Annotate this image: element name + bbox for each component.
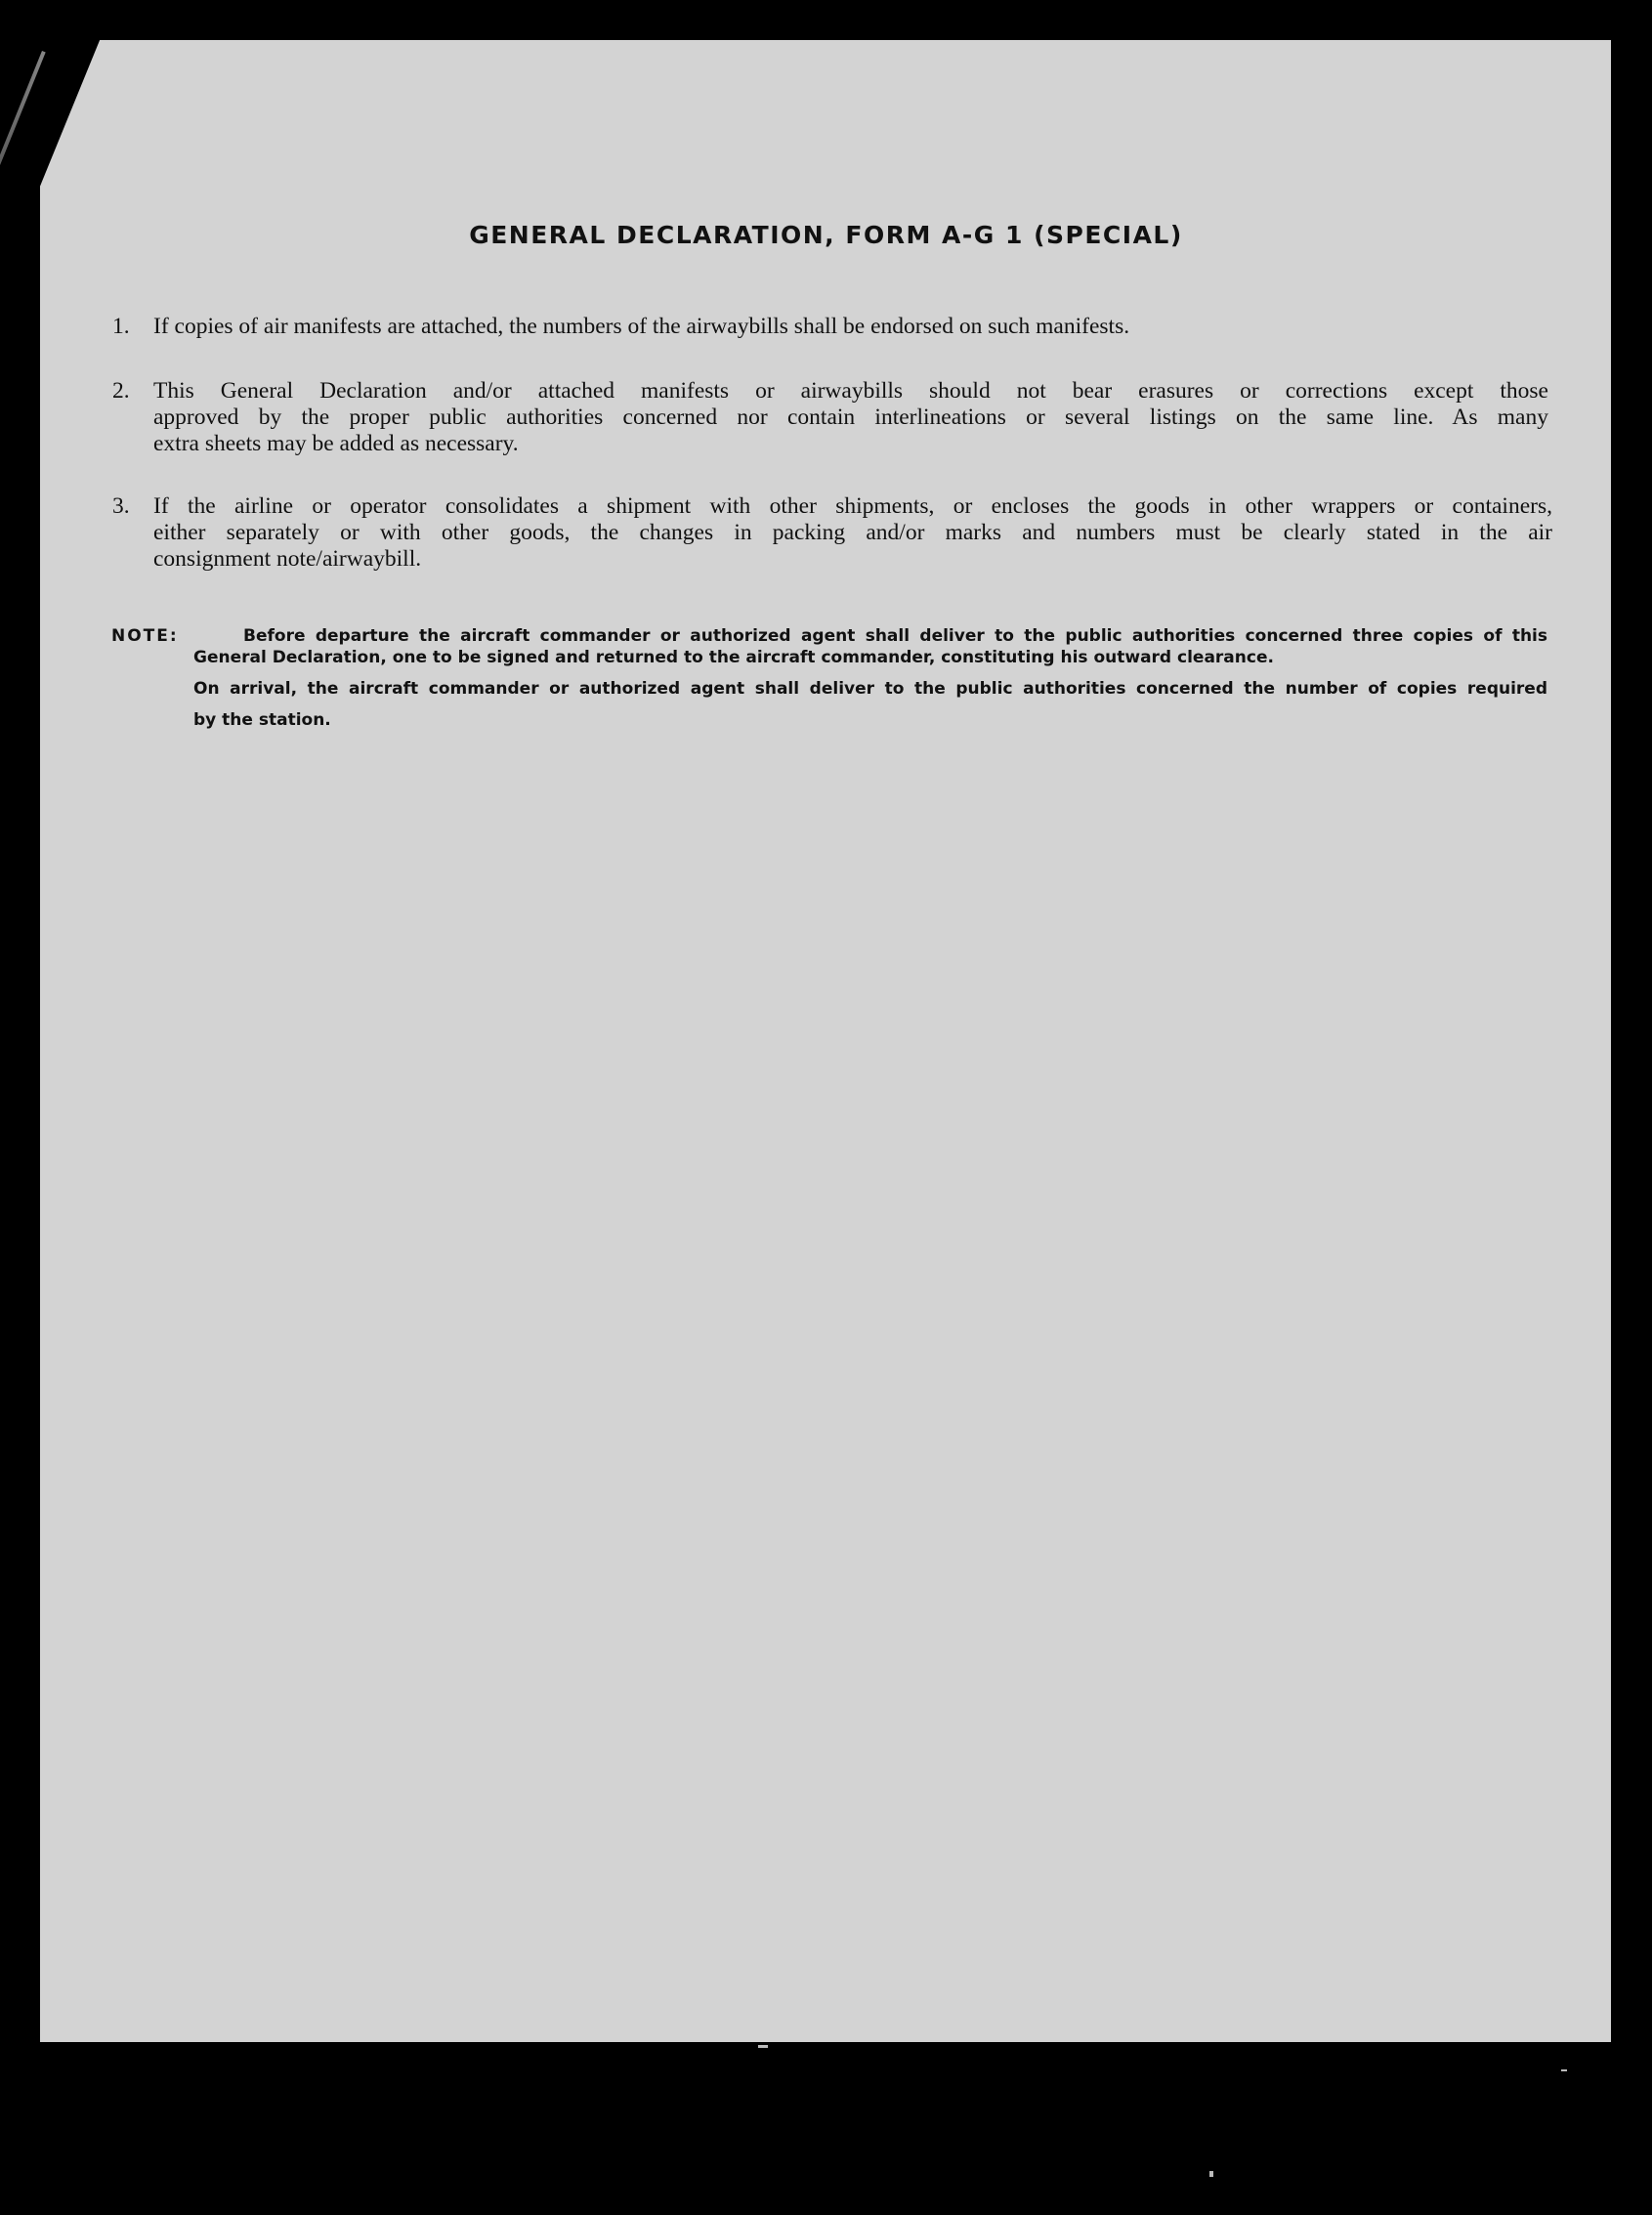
instruction-item-3	[112, 493, 1552, 573]
note-label: NOTE:	[111, 626, 179, 646]
item-text	[153, 314, 1404, 340]
folded-corner	[0, 51, 46, 189]
item-number: 1.	[112, 314, 130, 339]
item-line: If the airline or operator consolidates a shipment with other shipments, or encloses the goods in other wrappers or containers,	[153, 493, 1552, 519]
item-line: approved by the proper public authorities concerned nor contain interlineations or several listings on the same line. As many	[153, 405, 1548, 430]
item-line: either separately or with other goods, the changes in packing and/or marks and numbers must be clearly stated in the air	[153, 520, 1552, 545]
scan-speck	[1209, 2171, 1213, 2177]
item-line: consignment note/airwaybill.	[153, 546, 422, 572]
note-body	[193, 625, 1547, 741]
scan-speck	[1561, 2069, 1567, 2071]
instruction-item-1	[112, 314, 1404, 340]
note-paragraph-1-line-2: General Declaration, one to be signed and returned to the aircraft commander, constituting his outward clearance.	[193, 648, 1274, 667]
document-title: GENERAL DECLARATION, FORM A-G 1 (SPECIAL)	[469, 221, 1183, 249]
item-text	[153, 493, 1552, 573]
item-text	[153, 378, 1548, 457]
item-line: extra sheets may be added as necessary.	[153, 431, 519, 456]
item-number: 2.	[112, 378, 130, 404]
note-paragraph-2-line-2: by the station.	[193, 710, 331, 730]
scan-speck	[758, 2045, 768, 2048]
item-line: If copies of air manifests are attached, the numbers of the airwaybills shall be endorsed on such manifests.	[153, 314, 1130, 339]
paper-sheet	[40, 40, 1611, 2042]
item-number: 3.	[112, 493, 130, 519]
note-paragraph-1-line-1: Before departure the aircraft commander or authorized agent shall deliver to the public authorities concerned three copies of this	[243, 626, 1547, 646]
item-line: This General Declaration and/or attached manifests or airwaybills should not bear erasures or corrections except those	[153, 378, 1548, 404]
instruction-item-2	[112, 378, 1548, 457]
note-paragraph-2-line-1: On arrival, the aircraft commander or authorized agent shall deliver to the public authorities concerned the number of copies required	[193, 679, 1547, 699]
